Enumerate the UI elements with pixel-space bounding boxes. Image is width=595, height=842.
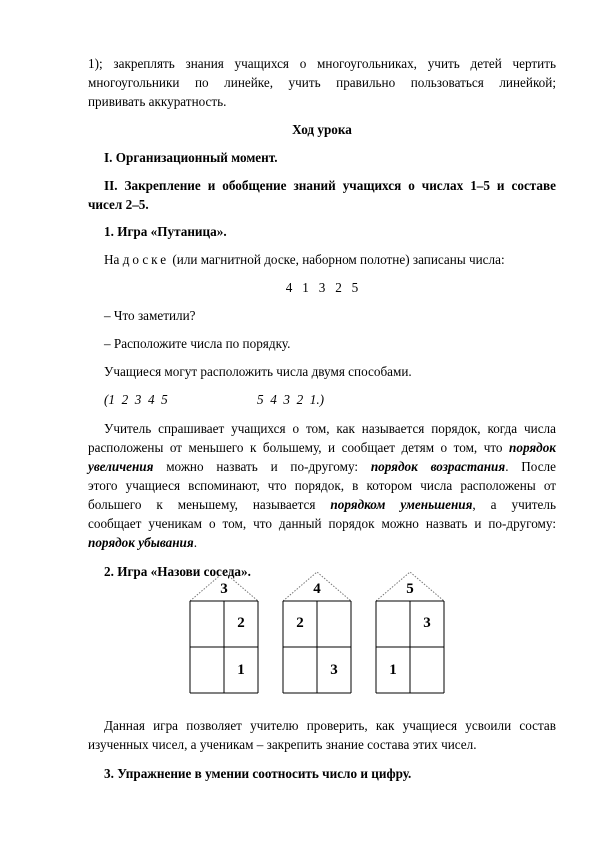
- intro-line-3: прививать аккуратность.: [88, 94, 227, 109]
- board-sentence: [88, 250, 556, 269]
- term-increase: увеличения: [88, 459, 154, 474]
- order-para-line-7: [88, 533, 556, 552]
- game-2-title: 2. Игра «Назови соседа».: [104, 564, 251, 579]
- game-2-para-line-2: изученных чисел, а ученикам – закрепить знание состава этих чисел.: [88, 737, 477, 752]
- house-3-roof-number: 5: [406, 581, 414, 597]
- term-decrease: порядком уменьшения: [330, 497, 473, 512]
- game-2-para-line-1: Данная игра позволяет учителю проверить, как учащиеся усвоили состав: [104, 718, 556, 733]
- house-1-roof-number: 3: [220, 581, 228, 597]
- order-para-line-4: этого учащиеся вспоминают, что порядок, в котором числа расположены от: [88, 478, 556, 493]
- order-para-line-6: сообщает ученикам о том, что данный порядок можно назвать и по-другому:: [88, 516, 556, 531]
- section-1-heading: I. Организационный момент.: [104, 150, 278, 165]
- number-sequence: 4 1 3 2 5: [285, 280, 359, 295]
- order-para-line-2: [88, 438, 556, 457]
- text-span: .: [193, 535, 197, 550]
- text-span: , а учитель: [472, 497, 556, 512]
- order-descending: 5 4 3 2 1.): [257, 392, 325, 407]
- board-suffix: (или магнитной доске, наборном полотне) записаны числа:: [169, 252, 505, 267]
- section-2-heading-line-2: чисел 2–5.: [88, 197, 149, 212]
- house-3: [376, 572, 444, 693]
- house-1-cell-bottom-right: 1: [237, 662, 245, 678]
- term-ascending: порядок возрастания: [370, 459, 506, 474]
- term-descending: порядок убывания: [88, 535, 194, 550]
- section-2-heading-line-1: II. Закрепление и обобщение знаний учащихся о числах 1–5 и составе: [104, 178, 556, 193]
- text-span: большего к меньшему, называется: [88, 497, 331, 512]
- term-order: порядок: [509, 440, 556, 455]
- house-1: [190, 572, 258, 693]
- order-para-line-3: [88, 457, 556, 476]
- ways-sentence: Учащиеся могут расположить числа двумя способами.: [104, 364, 412, 379]
- order-ascending: (1 2 3 4 5: [104, 392, 168, 407]
- intro-line-2: многоугольники по линейке, учить правильно пользоваться линейкой;: [88, 75, 556, 90]
- lesson-title: Ход урока: [292, 122, 352, 137]
- text-span: расположены от меньшего к большему, и сообщает детям о том, что: [88, 440, 510, 455]
- text-span: . После: [505, 459, 556, 474]
- game-1-title: 1. Игра «Путаница».: [104, 224, 227, 239]
- question-1: – Что заметили?: [104, 308, 196, 323]
- board-prefix: На: [104, 252, 120, 267]
- house-2-cell-bottom-right: 3: [330, 662, 338, 678]
- intro-line-1: 1); закреплять знания учащихся о многоугольниках, учить детей чертить: [88, 56, 556, 71]
- question-2: – Расположите числа по порядку.: [104, 336, 291, 351]
- order-para-line-1: Учитель спрашивает учащихся о том, как называется порядок, когда числа: [104, 421, 556, 436]
- house-2-roof-number: 4: [313, 581, 321, 597]
- house-3-cell-top-right: 3: [423, 615, 431, 631]
- house-2-cell-top-left: 2: [296, 615, 304, 631]
- house-2: [283, 572, 351, 693]
- house-1-cell-top-right: 2: [237, 615, 245, 631]
- house-3-cell-bottom-left: 1: [389, 662, 397, 678]
- text-span: можно назвать и по-другому:: [153, 459, 371, 474]
- exercise-3-title: 3. Упражнение в умении соотносить число и цифру.: [104, 766, 412, 781]
- order-para-line-5: [88, 495, 556, 514]
- board-word: доске: [122, 252, 170, 267]
